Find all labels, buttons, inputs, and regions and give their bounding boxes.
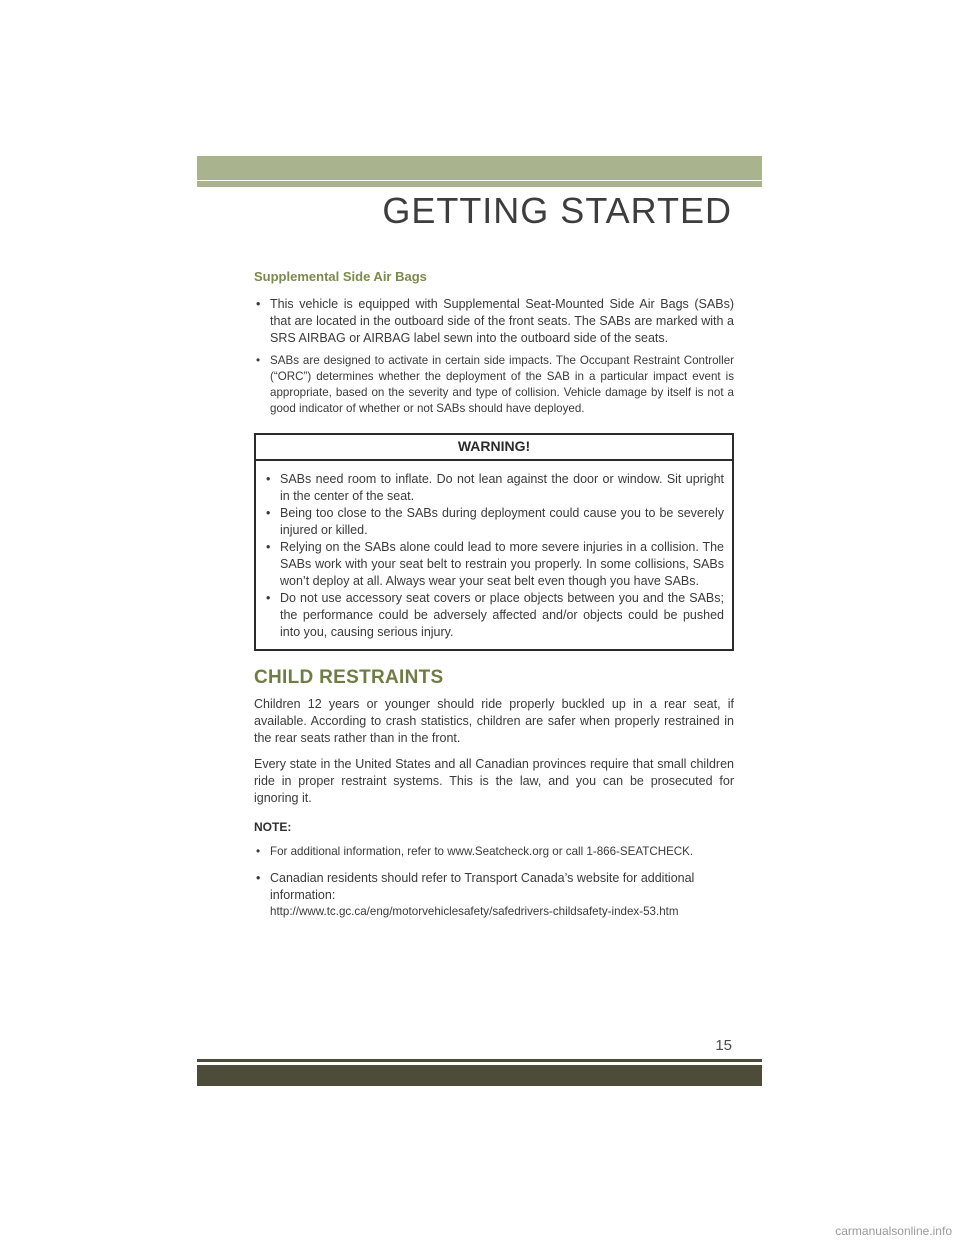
footer-band-thin [197,1059,762,1062]
page-content [254,268,734,930]
note-text: Canadian residents should refer to Transport Canada’s website for additional information: [270,871,695,902]
note-url: http://www.tc.gc.ca/eng/motorvehiclesafety/safedrivers-childsafety-index-53.htm [270,905,679,918]
header-band-thin [197,181,762,187]
warning-title: WARNING! [256,435,732,461]
list-item [254,870,734,920]
list-item: • SABs need room to inflate. Do not lean against the door or window. Sit upright in the center of the seat. [264,471,724,505]
list-item: • SABs are designed to activate in certain side impacts. The Occupant Restraint Controller (“ORC”) determines whether the deployment of the SAB in a particular impact event is appropriate, based on the severity and type of collision. Vehicle damage by itself is not a good indicator of whether or not SABs should have deployed. [254,353,734,417]
list-item: • This vehicle is equipped with Supplemental Seat-Mounted Side Air Bags (SABs) that are located in the outboard side of the front seats. The SABs are marked with a SRS AIRBAG or AIRBAG label sewn into the outboard side of the seats. [254,296,734,347]
notes-list [254,844,734,920]
warning-box [254,433,734,651]
side-air-bags-heading: Supplemental Side Air Bags [254,269,427,284]
section-title: GETTING STARTED [382,190,732,231]
footer-band [197,1065,762,1086]
side-air-bags-list [254,296,734,417]
list-item: • Being too close to the SABs during deployment could cause you to be severely injured or killed. [264,505,724,539]
note-label: NOTE: [254,820,292,834]
list-item: • Do not use accessory seat covers or place objects between you and the SABs; the performance could be adversely affected and/or objects could be pushed into you, causing serious injury. [264,590,724,641]
list-item: • For additional information, refer to www.Seatcheck.org or call 1-866-SEATCHECK. [254,844,734,860]
child-restraints-heading: CHILD RESTRAINTS [254,667,444,688]
warning-list [264,471,724,641]
paragraph: Children 12 years or younger should ride properly buckled up in a rear seat, if available. According to crash statistics, children are safer when properly restrained in the rear seats rather than in the front. [254,697,734,745]
paragraph: Every state in the United States and all Canadian provinces require that small children ride in proper restraint systems. This is the law, and you can be prosecuted for ignoring it. [254,757,734,805]
page-number: 15 [715,1037,732,1054]
list-item: • Relying on the SABs alone could lead to more severe injuries in a collision. The SABs work with your seat belt to restrain you properly. In some collisions, SABs won’t deploy at all. Always wear your seat belt even though you have SABs. [264,539,724,590]
header-band [197,156,762,180]
watermark: carmanualsonline.info [835,1224,952,1238]
